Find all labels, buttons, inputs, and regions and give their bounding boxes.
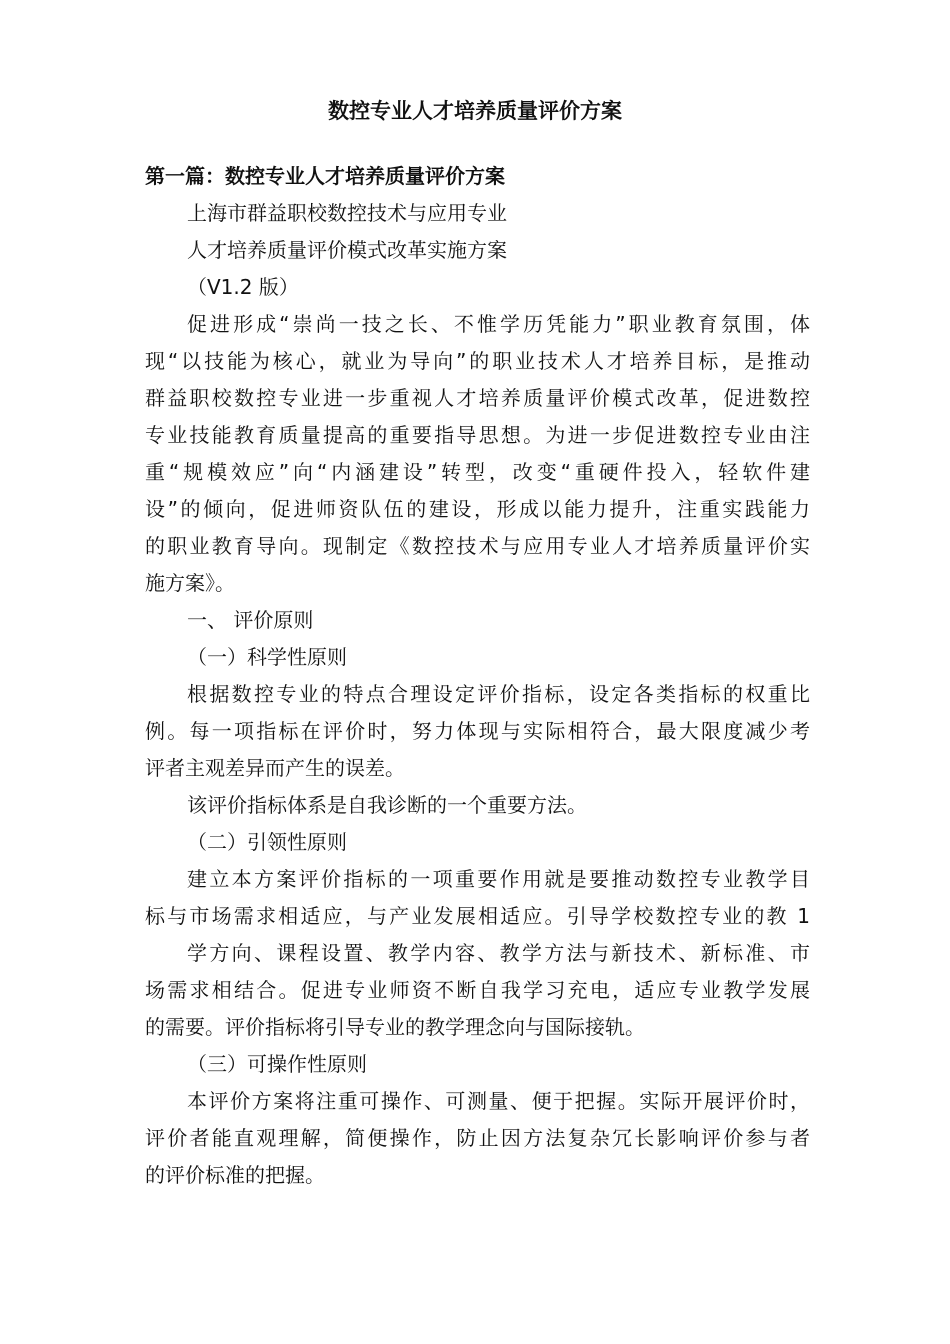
text-line: 学方向、课程设置、教学内容、教学方法与新技术、新标准、市 [187, 941, 810, 965]
text-line: 本评价方案将注重可操作、可测量、便于把握。实际开展评价时， [187, 1089, 810, 1113]
text-line: 场需求相结合。促进专业师资不断自我学习充电，适应专业教学发展 [145, 978, 810, 1002]
text-line: 该评价指标体系是自我诊断的一个重要方法。 [187, 793, 587, 817]
text-line: 的需要。评价指标将引导专业的教学理念向与国际接轨。 [145, 1015, 645, 1039]
text-line: 的职业教育导向。现制定《数控技术与应用专业人才培养质量评价实 [145, 534, 810, 558]
section-heading: 第一篇：数控专业人才培养质量评价方案 [145, 164, 505, 188]
text-line: 人才培养质量评价模式改革实施方案 [187, 238, 507, 262]
text-line: 重“规模效应”向“内涵建设”转型，改变“重硬件投入，轻软件建 [145, 460, 810, 484]
text-line: 评价者能直观理解，简便操作，防止因方法复杂冗长影响评价参与者 [145, 1126, 810, 1150]
text-line: 根据数控专业的特点合理设定评价指标，设定各类指标的权重比 [187, 682, 810, 706]
text-line: （V1.2 版） [187, 275, 299, 299]
text-line: 的评价标准的把握。 [145, 1163, 325, 1187]
text-line: 群益职校数控专业进一步重视人才培养质量评价模式改革，促进数控 [145, 386, 810, 410]
text-line: （一）科学性原则 [187, 645, 347, 669]
document-body [145, 158, 810, 1194]
text-line: 例。每一项指标在评价时，努力体现与实际相符合，最大限度减少考 [145, 719, 810, 743]
text-line: 一、 评价原则 [187, 608, 314, 632]
text-line: 促进形成“崇尚一技之长、不惟学历凭能力”职业教育氛围，体 [187, 312, 810, 336]
text-line: 专业技能教育质量提高的重要指导思想。为进一步促进数控专业由注 [145, 423, 810, 447]
text-line: 设”的倾向，促进师资队伍的建设，形成以能力提升，注重实践能力 [145, 497, 810, 521]
text-line: 上海市群益职校数控技术与应用专业 [187, 201, 507, 225]
text-line: 施方案》。 [145, 571, 235, 595]
text-line: 标与市场需求相适应，与产业发展相适应。引导学校数控专业的教 1 [145, 904, 810, 928]
text-line: 评者主观差异而产生的误差。 [145, 756, 405, 780]
text-line: （三）可操作性原则 [187, 1052, 367, 1076]
text-line: 现“以技能为核心，就业为导向”的职业技术人才培养目标，是推动 [145, 349, 810, 373]
text-line: （二）引领性原则 [187, 830, 347, 854]
document-title: 数控专业人才培养质量评价方案 [328, 99, 622, 123]
text-line: 建立本方案评价指标的一项重要作用就是要推动数控专业教学目 [187, 867, 810, 891]
